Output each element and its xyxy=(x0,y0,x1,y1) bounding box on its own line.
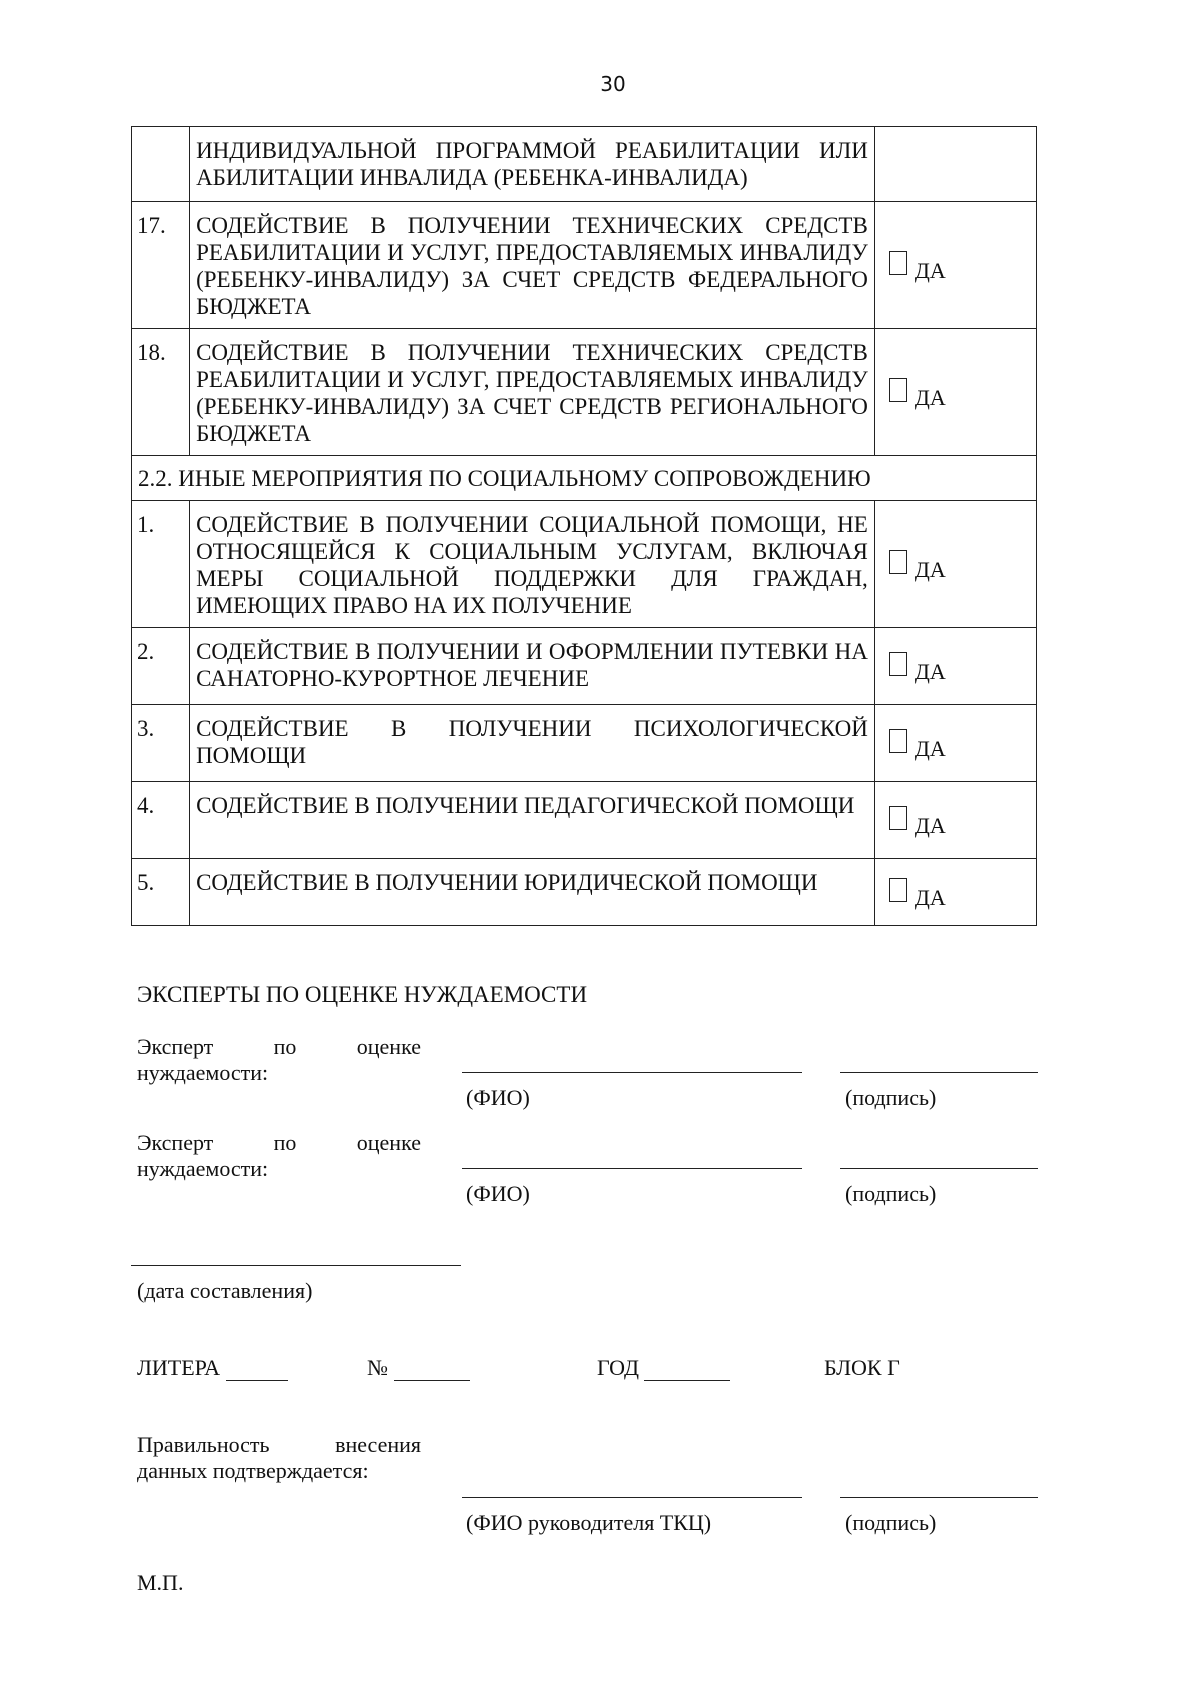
litera-label: ЛИТЕРА xyxy=(137,1355,220,1380)
fio-caption: (ФИО) xyxy=(466,1085,530,1110)
sign-caption: (подпись) xyxy=(845,1181,937,1206)
checkbox[interactable] xyxy=(889,251,907,275)
expert-1-fio-line[interactable] xyxy=(462,1072,802,1073)
year-field xyxy=(597,1355,730,1381)
row-text: СОДЕЙСТВИЕ В ПОЛУЧЕНИИ ТЕХНИЧЕСКИХ СРЕДСТВ РЕАБИЛИТАЦИИ И УСЛУГ, ПРЕДОСТАВЛЯЕМЫХ ИНВАЛИДУ (РЕБЕНКУ-ИНВАЛИДУ) ЗА СЧЕТ СРЕДСТВ ФЕДЕРАЛЬНОГО БЮДЖЕТА xyxy=(190,202,875,329)
checkbox-label: ДА xyxy=(914,258,946,283)
block-label: БЛОК Г xyxy=(824,1355,900,1380)
row-text: ИНДИВИДУАЛЬНОЙ ПРОГРАММОЙ РЕАБИЛИТАЦИИ ИЛИ АБИЛИТАЦИИ ИНВАЛИДА (РЕБЕНКА-ИНВАЛИДА) xyxy=(190,127,875,202)
label-word: оценке xyxy=(356,1130,421,1155)
row-check-cell xyxy=(874,329,1036,456)
row-text: СОДЕЙСТВИЕ В ПОЛУЧЕНИИ ПЕДАГОГИЧЕСКОЙ ПОМОЩИ xyxy=(190,782,875,859)
row-check-cell xyxy=(874,859,1036,926)
row-check-cell xyxy=(874,705,1036,782)
manager-fio-caption: (ФИО руководителя ТКЦ) xyxy=(466,1510,712,1535)
label-word: нуждаемости: xyxy=(137,1060,269,1085)
checkbox-label: ДА xyxy=(914,385,946,410)
row-number: 1. xyxy=(132,501,190,628)
table-row xyxy=(132,859,1037,926)
label-word: внесения xyxy=(335,1432,421,1457)
row-number: 18. xyxy=(132,329,190,456)
expert-2-label xyxy=(137,1130,421,1182)
date-caption: (дата составления) xyxy=(137,1278,313,1303)
sign-caption: (подпись) xyxy=(845,1085,937,1110)
row-check-cell xyxy=(874,501,1036,628)
checkbox[interactable] xyxy=(889,729,907,753)
row-number: 17. xyxy=(132,202,190,329)
stamp-place: М.П. xyxy=(137,1570,184,1595)
checkbox[interactable] xyxy=(889,550,907,574)
manager-fio-line[interactable] xyxy=(462,1497,802,1498)
row-number: 4. xyxy=(132,782,190,859)
checkbox-label: ДА xyxy=(914,813,946,838)
row-text: СОДЕЙСТВИЕ В ПОЛУЧЕНИИ ЮРИДИЧЕСКОЙ ПОМОЩИ xyxy=(190,859,875,926)
checkbox-label: ДА xyxy=(914,659,946,684)
row-check-cell xyxy=(874,782,1036,859)
litera-field xyxy=(137,1355,288,1381)
label-word: нуждаемости: xyxy=(137,1156,269,1181)
row-check-cell xyxy=(874,628,1036,705)
manager-sign-line[interactable] xyxy=(840,1497,1038,1498)
checkbox[interactable] xyxy=(889,806,907,830)
row-text: СОДЕЙСТВИЕ В ПОЛУЧЕНИИ ТЕХНИЧЕСКИХ СРЕДСТВ РЕАБИЛИТАЦИИ И УСЛУГ, ПРЕДОСТАВЛЯЕМЫХ ИНВАЛИДУ (РЕБЕНКУ-ИНВАЛИДУ) ЗА СЧЕТ СРЕДСТВ РЕГИОНАЛЬНОГО БЮДЖЕТА xyxy=(190,329,875,456)
expert-1-label xyxy=(137,1034,421,1086)
table-row xyxy=(132,705,1037,782)
page-number: 30 xyxy=(600,72,626,96)
row-text: СОДЕЙСТВИЕ В ПОЛУЧЕНИИ ПСИХОЛОГИЧЕСКОЙ ПОМОЩИ xyxy=(190,705,875,782)
row-text: СОДЕЙСТВИЕ В ПОЛУЧЕНИИ И ОФОРМЛЕНИИ ПУТЕВКИ НА САНАТОРНО-КУРОРТНОЕ ЛЕЧЕНИЕ xyxy=(190,628,875,705)
table-row-continuation xyxy=(132,127,1037,202)
label-word: Эксперт xyxy=(137,1034,214,1059)
checkbox[interactable] xyxy=(889,652,907,676)
expert-2-sign-line[interactable] xyxy=(840,1168,1038,1169)
expert-1-sign-line[interactable] xyxy=(840,1072,1038,1073)
checkbox[interactable] xyxy=(889,378,907,402)
label-word: Эксперт xyxy=(137,1130,214,1155)
row-number: 5. xyxy=(132,859,190,926)
row-check-cell xyxy=(874,202,1036,329)
table-row xyxy=(132,329,1037,456)
table-row xyxy=(132,628,1037,705)
row-text: СОДЕЙСТВИЕ В ПОЛУЧЕНИИ СОЦИАЛЬНОЙ ПОМОЩИ, НЕ ОТНОСЯЩЕЙСЯ К СОЦИАЛЬНЫМ УСЛУГАМ, ВКЛЮЧАЯ МЕРЫ СОЦИАЛЬНОЙ ПОДДЕРЖКИ ДЛЯ ГРАЖДАН, ИМЕЮЩИХ ПРАВО НА ИХ ПОЛУЧЕНИЕ xyxy=(190,501,875,628)
row-check-cell xyxy=(874,127,1036,202)
label-word: по xyxy=(273,1034,297,1059)
row-number xyxy=(132,127,190,202)
label-word: по xyxy=(273,1130,297,1155)
section-row xyxy=(132,456,1037,501)
table-row xyxy=(132,202,1037,329)
label-word: оценке xyxy=(356,1034,421,1059)
row-number: 3. xyxy=(132,705,190,782)
section-title: 2.2. ИНЫЕ МЕРОПРИЯТИЯ ПО СОЦИАЛЬНОМУ СОПРОВОЖДЕНИЮ xyxy=(132,456,1037,501)
checkbox-label: ДА xyxy=(914,557,946,582)
date-line[interactable] xyxy=(131,1265,461,1266)
litera-blank[interactable] xyxy=(226,1358,288,1381)
number-field xyxy=(367,1355,470,1381)
year-label: ГОД xyxy=(597,1355,639,1380)
year-blank[interactable] xyxy=(644,1358,730,1381)
number-label: № xyxy=(367,1355,388,1380)
checkbox-label: ДА xyxy=(914,736,946,761)
row-number: 2. xyxy=(132,628,190,705)
services-table xyxy=(131,126,1037,926)
table-row xyxy=(132,501,1037,628)
label-word: Правильность xyxy=(137,1432,270,1457)
checkbox-label: ДА xyxy=(914,885,946,910)
confirm-label xyxy=(137,1432,421,1484)
label-word: данных подтверждается: xyxy=(137,1458,369,1483)
table-row xyxy=(132,782,1037,859)
checkbox[interactable] xyxy=(889,878,907,902)
manager-sign-caption: (подпись) xyxy=(845,1510,937,1535)
experts-title: ЭКСПЕРТЫ ПО ОЦЕНКЕ НУЖДАЕМОСТИ xyxy=(137,982,588,1007)
number-blank[interactable] xyxy=(394,1358,470,1381)
fio-caption: (ФИО) xyxy=(466,1181,530,1206)
expert-2-fio-line[interactable] xyxy=(462,1168,802,1169)
